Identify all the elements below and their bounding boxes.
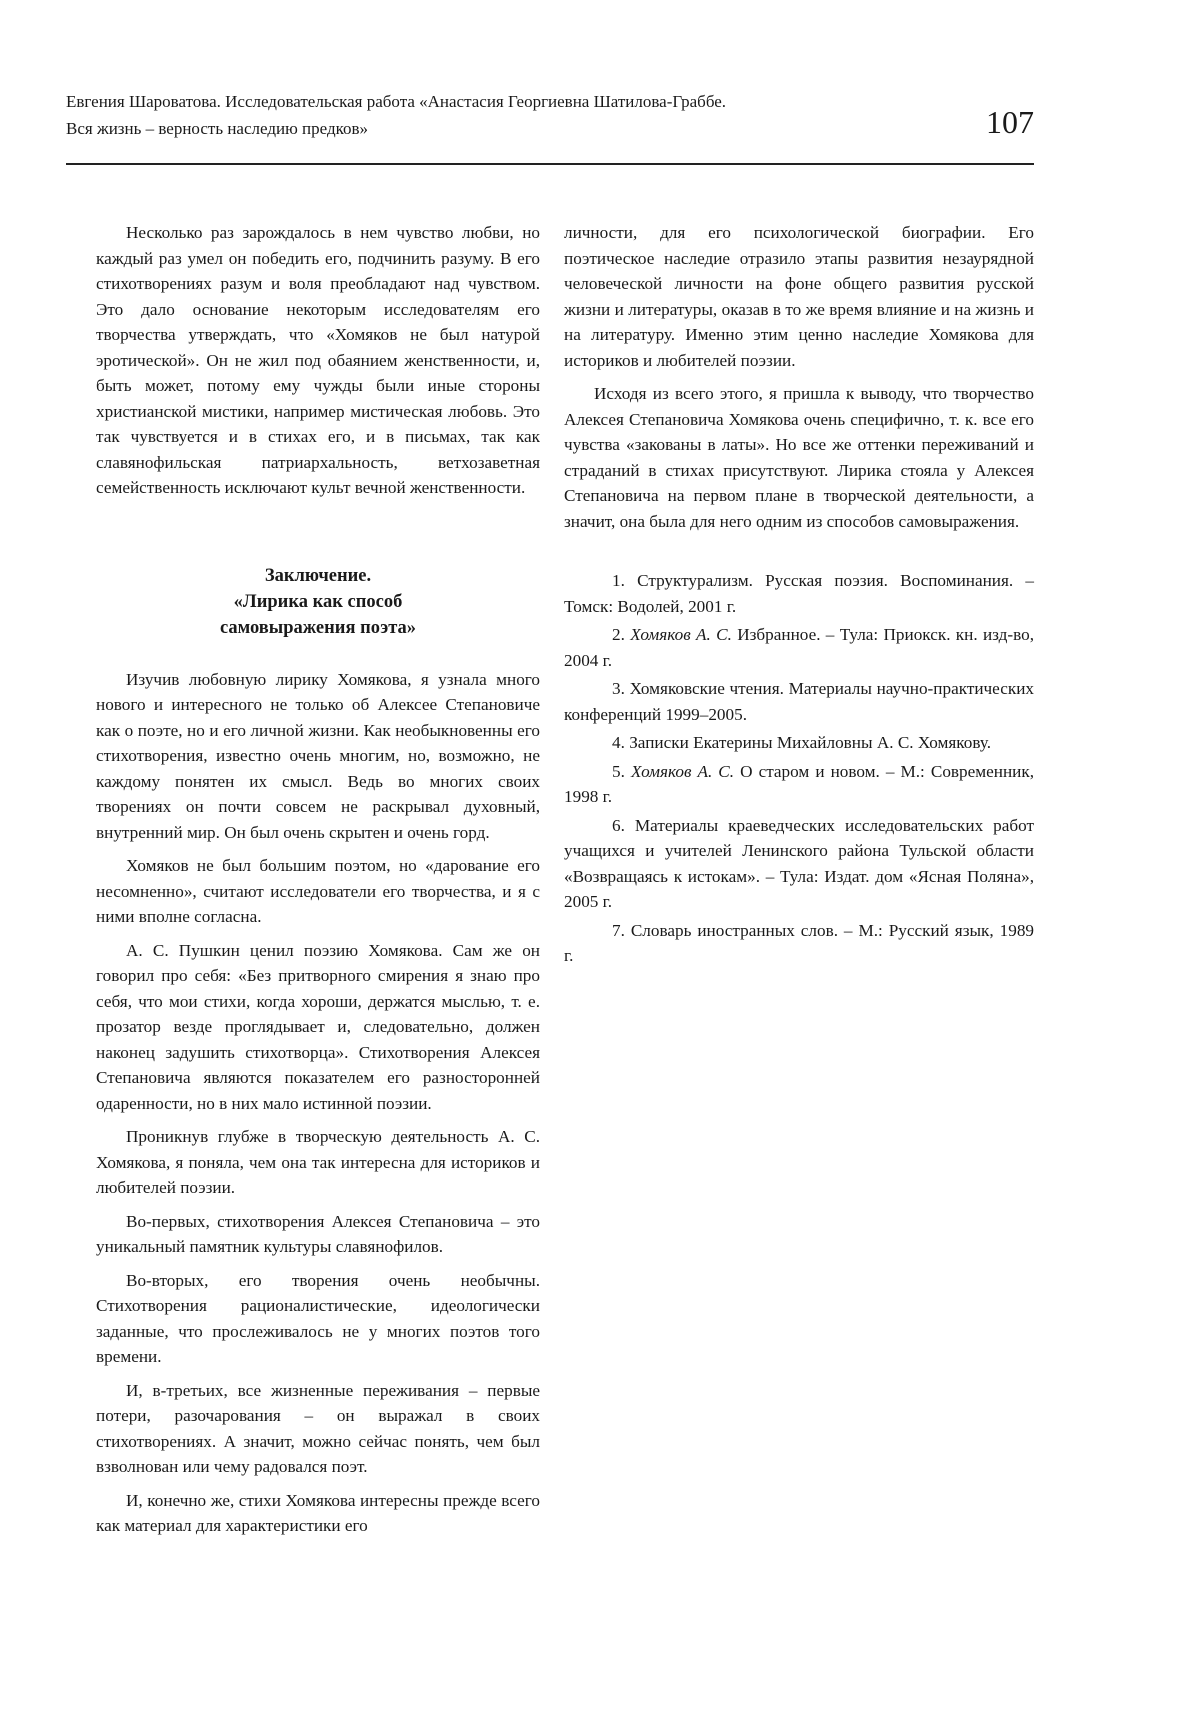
page-number: 107 bbox=[986, 104, 1034, 140]
body-paragraph: Проникнув глубже в творческую деятельность А. С. Хомякова, я поняла, чем она так интересна для историков и любителей поэзии. bbox=[96, 1127, 540, 1197]
heading-line-3: самовыражения поэта» bbox=[219, 617, 417, 638]
reference-item bbox=[564, 568, 1034, 619]
reference-text: Записки Екатерины Михайловны А. С. Хомякову. bbox=[629, 733, 992, 752]
reference-number: 6. bbox=[612, 815, 625, 835]
body-paragraph: Во-вторых, его творения очень необычны. Стихотворения рационалистические, идеологически заданные, что прослеживалось не у многих поэтов того времени. bbox=[96, 1270, 540, 1366]
reference-number: 5. bbox=[612, 761, 625, 781]
reference-list bbox=[564, 568, 1034, 969]
reference-author: Хомяков А. С. bbox=[630, 761, 735, 781]
running-header bbox=[66, 88, 1034, 168]
header-line-1: Евгения Шароватова. Исследовательская работа «Анастасия Георгиевна Шатилова-Граббе. bbox=[66, 92, 727, 111]
body-paragraph: Во-первых, стихотворения Алексея Степановича – это уникальный памятник культуры славянофилов. bbox=[96, 1211, 540, 1256]
body-paragraph: Изучив любовную лирику Хомякова, я узнала много нового и интересного не только об Алексее Степановиче как о поэте, но и его личной жизни. Как необыкновенны его стихотворения, известно очень многим, но, возможно, не каждому понятен их смысл. Ведь во многих своих творениях он почти совсем не раскрывал духовный, внутренний мир. Он был очень скрытен и очень горд. bbox=[96, 669, 540, 842]
reference-text: О старом и новом. – М.: Современник, 1998 г. bbox=[564, 761, 1035, 806]
reference-item bbox=[564, 918, 1034, 969]
reference-text: Избранное. – Тула: Приокск. кн. изд-во, 2004 г. bbox=[564, 625, 1034, 670]
right-column bbox=[564, 220, 1034, 972]
reference-item bbox=[564, 676, 1034, 727]
body-paragraph: И, конечно же, стихи Хомякова интересны прежде всего как материал для характеристики его bbox=[96, 1490, 540, 1535]
body-paragraph: А. С. Пушкин ценил поэзию Хомякова. Сам же он говорил про себя: «Без притворного смирения я знаю про себя, что мои стихи, когда хороши, держатся мыслью, т. е. прозатор везде проглядывает и, следовательно, должен наконец задушить стихотворца». Стихотворения Алексея Степановича являются показателем его разносторонней одаренности, но в них мало истинной поэзии. bbox=[96, 940, 540, 1113]
heading-line-2: «Лирика как способ bbox=[233, 591, 403, 612]
reference-text: Материалы краеведческих исследовательских работ учащихся и учителей Ленинского района Тульской области «Возвращаясь к истокам». – Тула: Издат. дом «Ясная Поляна», 2005 г. bbox=[564, 815, 1035, 911]
reference-text: Словарь иностранных слов. – М.: Русский язык, 1989 г. bbox=[564, 920, 1035, 965]
reference-author: Хомяков А. С. bbox=[630, 625, 732, 644]
reference-item bbox=[564, 759, 1034, 810]
header-text bbox=[66, 88, 726, 142]
header-line-2: Вся жизнь – верность наследию предков» bbox=[66, 119, 369, 138]
reference-item bbox=[564, 622, 1034, 673]
reference-number: 7. bbox=[612, 920, 625, 940]
body-paragraph: И, в-третьих, все жизненные переживания – первые потери, разочарования – он выражал в своих стихотворениях. А значит, можно сейчас понять, чем был взволнован или чему радовался поэт. bbox=[96, 1380, 540, 1476]
reference-text: Хомяковские чтения. Материалы научно-практических конференций 1999–2005. bbox=[564, 679, 1035, 724]
body-paragraph: Хомяков не был большим поэтом, но «дарование его несомненно», считают исследователи его творчества, и я с ними вполне согласна. bbox=[96, 856, 540, 926]
left-column bbox=[96, 220, 540, 1539]
conclusion-paragraph: Исходя из всего этого, я пришла к выводу, что творчество Алексея Степановича Хомякова очень специфично, т. к. все его чувства «закованы в латы». Но все же оттенки переживаний и страданий в стихах присутствуют. Лирика стояла у Алексея Степановича на первом плане в творческой деятельности, а значит, она была для него одним из способов самовыражения. bbox=[564, 384, 1034, 531]
header-rule bbox=[66, 163, 1034, 165]
section-heading bbox=[96, 563, 540, 641]
reference-item bbox=[564, 813, 1034, 915]
reference-number: 1. bbox=[612, 571, 625, 590]
reference-number: 4. bbox=[612, 733, 625, 752]
reference-number: 2. bbox=[612, 625, 625, 644]
heading-line-1: Заключение. bbox=[264, 565, 372, 586]
body-paragraph: личности, для его психологической биографии. Его поэтическое наследие отразило этапы развития незаурядной человеческой личности на фоне общего развития русской жизни и литературы, оказав в то же время влияние и на жизнь и на литературу. Именно этим ценно наследие Хомякова для историков и любителей поэзии. bbox=[564, 223, 1034, 370]
reference-item bbox=[564, 730, 1034, 756]
reference-text: Структурализм. Русская поэзия. Воспоминания. – Томск: Водолей, 2001 г. bbox=[564, 571, 1034, 616]
intro-paragraph: Несколько раз зарождалось в нем чувство любви, но каждый раз умел он победить его, подчинить разуму. В его стихотворениях разум и воля преобладают над чувством. Это дало основание некоторым исследователям его творчества утверждать, что «Хомяков не был натурой эротической». Он не жил под обаянием женственности, и, быть может, потому ему чужды были иные стороны христианской мистики, например мистическая любовь. Это так чувствуется и в стихах его, и в письмах, так как славянофильская патриархальность, ветхозаветная семейственность исключают культ вечной женственности. bbox=[96, 223, 540, 497]
reference-number: 3. bbox=[612, 679, 625, 698]
